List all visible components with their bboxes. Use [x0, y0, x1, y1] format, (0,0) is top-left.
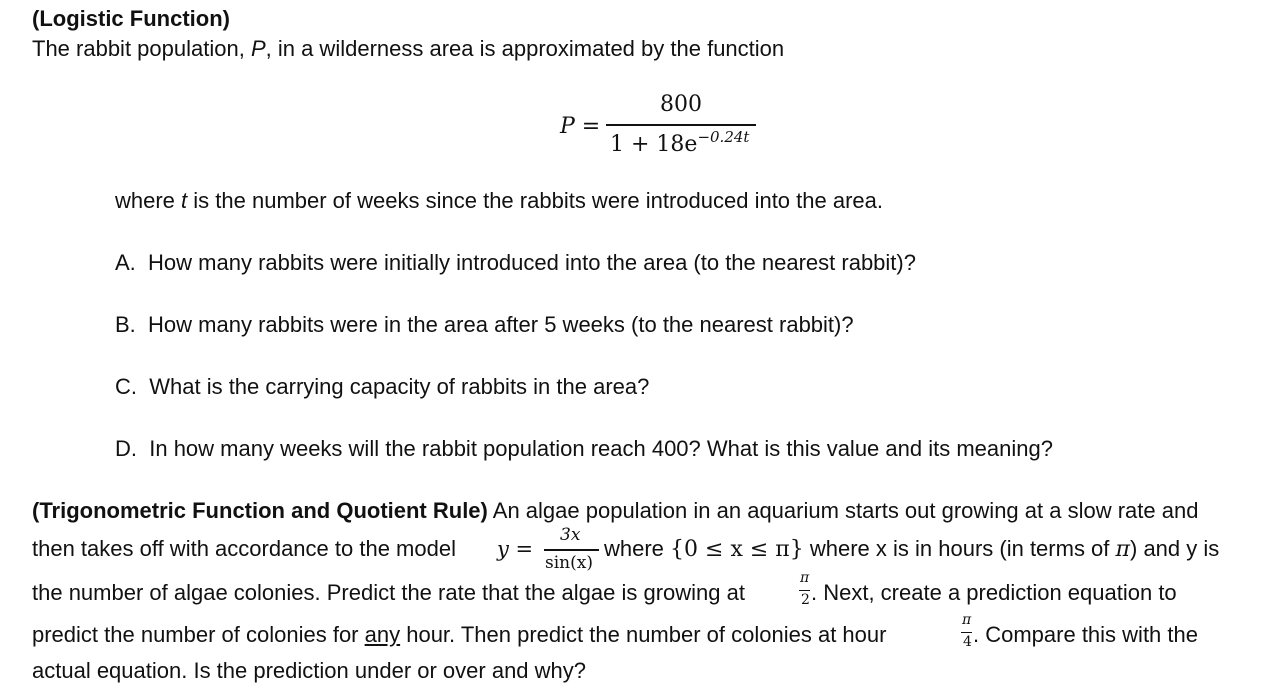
intro-text-1: The rabbit population,: [32, 36, 251, 61]
trig-line-1-text: An algae population in an aquarium starts out growing at a slow rate and: [487, 498, 1199, 523]
question-text: How many rabbits were in the area after 5 weeks (to the nearest rabbit)?: [148, 312, 854, 337]
model-lhs: y =: [497, 537, 534, 561]
fraction-pi-over-4-bar: [961, 632, 972, 633]
where-text-1: where: [115, 188, 182, 213]
question-text: What is the carrying capacity of rabbits in the area?: [149, 374, 650, 399]
model-domain: {0 ≤ x ≤ π}: [670, 537, 804, 562]
trig-heading: (Trigonometric Function and Quotient Rule): [32, 498, 488, 523]
question-a: [115, 248, 916, 278]
question-letter: C.: [115, 374, 137, 399]
trig-line-3-start: the number of algae colonies. Predict the rate that the algae is growing at: [32, 580, 745, 605]
trig-line-5: actual equation. Is the prediction under or over and why?: [32, 658, 587, 683]
logistic-intro: [32, 34, 784, 64]
trig-line-4-end: . Compare this with the: [973, 622, 1198, 647]
question-b: [115, 310, 854, 340]
question-c: [115, 372, 649, 402]
fraction-pi-over-4-numerator: π: [962, 612, 972, 628]
intro-variable: P: [250, 36, 266, 61]
trig-line-3-end: . Next, create a prediction equation to: [811, 580, 1177, 605]
where-variable: t: [181, 188, 188, 213]
question-letter: A.: [115, 250, 136, 275]
trig-line-2-end: where {0 ≤ x ≤ π} where x is in hours (in terms of π) and y is: [604, 536, 1220, 562]
where-text-2: is the number of weeks since the rabbits were introduced into the area.: [187, 188, 883, 213]
trig-line-1: [32, 496, 1198, 526]
logistic-heading: (Logistic Function): [32, 6, 230, 31]
question-text: In how many weeks will the rabbit population reach 400? What is this value and its meaning?: [149, 436, 1053, 461]
model-numerator: 3x: [560, 525, 581, 545]
fraction-pi-over-2-denominator: 2: [801, 592, 810, 608]
formula-numerator: 800: [660, 92, 702, 117]
trig-line-2-start: then takes off with accordance to the model: [32, 536, 456, 561]
underlined-any: any: [364, 622, 401, 647]
fraction-pi-over-2-numerator: π: [800, 570, 810, 586]
where-statement: [115, 186, 883, 216]
question-text: How many rabbits were initially introduced into the area (to the nearest rabbit)?: [148, 250, 916, 275]
formula-fraction-bar: [606, 124, 756, 126]
question-letter: B.: [115, 312, 136, 337]
fraction-pi-over-4-denominator: 4: [963, 634, 972, 650]
intro-text-2: , in a wilderness area is approximated by the function: [265, 36, 785, 61]
question-d: [115, 434, 1053, 464]
question-letter: D.: [115, 436, 137, 461]
model-fraction-bar: [544, 549, 599, 551]
trig-line-4-start: predict the number of colonies for any hour. Then predict the number of colonies at hour: [32, 622, 887, 647]
model-denominator: sin(x): [545, 553, 593, 573]
formula-lhs: P =: [560, 114, 601, 139]
formula-denominator: $1 + 18e^{-0.24t}$: [610, 128, 750, 157]
fraction-pi-over-2-bar: [799, 590, 810, 591]
